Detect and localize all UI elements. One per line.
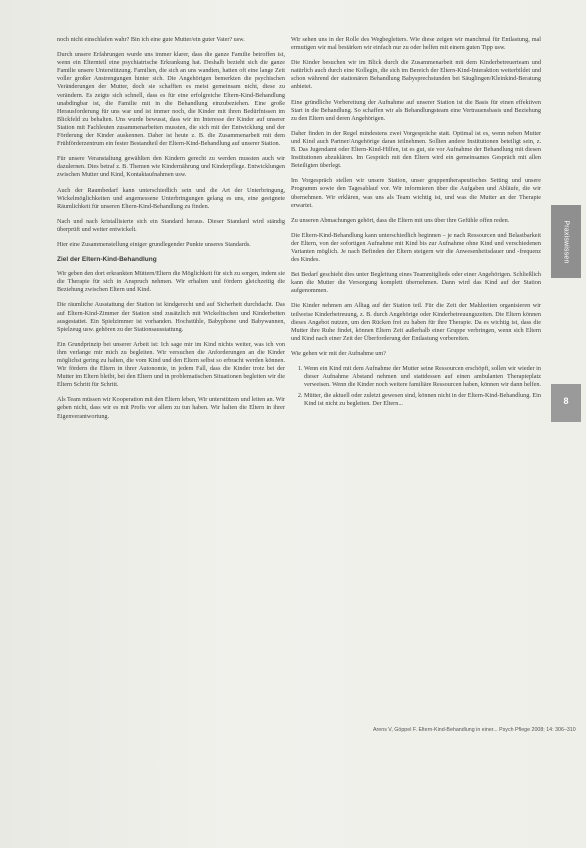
left-column	[57, 36, 285, 428]
paragraph: Für unsere Veranstaltung gewählten den Kindern gerecht zu werden mussten auch wir dazulernen. Dies betraf z. B. Themen wie Kindernährung und Kinderpflege. Entwicklungen zwischen Mutter und Kind, Kontaktaufnahmen usw.	[57, 155, 285, 179]
numbered-list	[291, 365, 541, 408]
paragraph: Durch unsere Erfahrungen wurde uns immer klarer, dass die ganze Familie betroffen ist, wenn ein Elternteil eine psychiatrische Erkrankung hat. Deshalb bezieht sich die ganze Familie unsere Unterstützung. Familien, die sich an uns wandten, hatten oft eine lange Zeit voller großer Anstrengungen hinter sich. Die Angehörigen bemerkten die psychischen Veränderungen der Mutter, doch sie schafften es meist gemeinsam nicht, diese zu verändern. Es zeigte sich schnell, dass es für eine erfolgreiche Eltern-Kind-Behandlung unabdingbar ist, die Familie mit in die Behandlung einzubeziehen. Eine große Herausforderung für uns war und ist immer noch, die Kinder mit ihren Bedürfnissen im Blickfeld zu behalten. Uns wurde bewusst, dass wir im Interesse der Kinder auf unserer Station mit Fachleuten zusammenarbeiten mussten, die sich mit der Entwicklung und der Förderung der Kinder auskennen. Daher ist heute z. B. die Zusammenarbeit mit dem Frühförderzentrum ein fester Bestandteil der Eltern-Kind-Behandlung auf unserer Station.	[57, 51, 285, 148]
paragraph: Wir sehen uns in der Rolle des Wegbegleiters. Wie diese zeigen wir manchmal für Entlastung, mal ermutigen wir mal bestärken wir einfach nur zu oder helfen mit einem guten Tipp usw.	[291, 36, 541, 52]
paragraph: Zu unseren Abmachungen gehört, dass die Eltern mit uns über ihre Gefühle offen reden.	[291, 216, 510, 224]
paragraph: Daher finden in der Regel mindestens zwei Vorgespräche statt. Optimal ist es, wenn neben Mutter und Kind auch Partner/Angehörige daran teilnehmen. Sollten andere Institutionen beteiligt sein, z. B. Das Jugendamt oder Eltern-Kind-Hilfen, ist es gut, sie vor Aufnahme der Behandlung mit diesen Institutionen abzuklären. Im Gespräch mit den Eltern wird ein gemeinsames Gespräch mit allen Beteiligten überlegt.	[291, 129, 541, 170]
paragraph: Auch der Raumbedarf kann unterschiedlich sein und die Art der Unterbringung, Wickelmöglichkeiten und angemessene Unterbringungen gelang es uns, eine geeignete Räumlichkeit für unseren Eltern-Kind-Behandlung zu finden.	[57, 186, 285, 210]
paragraph: Hier eine Zusammenstellung einiger grundlegender Punkte unseres Standards.	[57, 240, 251, 248]
section-tab	[551, 205, 581, 278]
side-marker-label: 8	[563, 396, 569, 406]
paragraph: Im Vorgespräch stellen wir unsere Station, unser gruppentherapeutisches Setting und unsere Programm sowie den Tagesablauf vor. Wir informieren über die Aufgaben und Abläufe, die wir übernehmen. Wir erklären, was uns als Team wichtig ist, und was die Mutter an der Therapie erwartet.	[291, 177, 541, 209]
paragraph: Die räumliche Ausstattung der Station ist kindgerecht und auf Sicherheit durchdacht. Das auf Eltern-Kind-Zimmer der Station sind zusätzlich mit Wickeltischen und Kinderbetten ausgestattet. Ein Spielzimmer ist vorhanden. Hochstühle, Babyphone und Babywannen, Spielzeug usw. gehören zu der Stationsausstattung.	[57, 301, 285, 333]
paragraph: Als Team müssen wir Kooperation mit den Eltern leben, Wir unterstützen und leiten an. Wir geben nicht, dass wir es mit Profis vor allem zu tun haben. Wir halten die Eltern in ihrer Eigenverantwortung.	[57, 396, 285, 420]
paragraph: Die Kinder besuchen wir im Blick durch die Zusammenarbeit mit dem Kinderbetreuerteam und natürlich auch durch eine Kollegin, die sich im Bereich der Eltern-Kind-Interaktion weiterbildet und schon während der stationären Behandlung Babysprechstunden bei Säuglingen/Kleinkind-Beratung anbietet.	[291, 59, 541, 91]
paragraph: Bei Bedarf geschieht dies unter Begleitung eines Teammitglieds oder einer Angehörigen. Schließlich kann die Mutter die Versorgung komplett übernehmen. Dann wird das Kind auf der Station aufgenommen.	[291, 271, 541, 295]
question-line: Wie gehen wir mit der Aufnahme um?	[291, 349, 386, 357]
paragraph: Nach und nach kristallisierte sich ein Standard heraus. Dieser Standard wird ständig überprüft und weiter entwickelt.	[57, 217, 285, 233]
paragraph: Ein Grundprinzip bei unserer Arbeit ist: Ich sage mir im Kind nichts weiter, was ich von ihm verlange mir mich zu begleiten. Wir versuchen die Anforderungen an die Kinder möglichst gering zu halten, die vom Kind und den Eltern selbst so erbracht werden können. Wir fördern die Eltern in ihrer Autonomie, in jedem Fall, dass die Kinder trotz bei der Mutter im Eltern bleibt, bei den Eltern und in problematischen Situationen begleiten wir die Eltern Schritt für Schritt.	[57, 340, 285, 389]
side-marker	[551, 384, 581, 422]
paragraph: noch nicht einschlafen wahr? Bin ich eine gute Mutter/ein guter Vater? usw.	[57, 36, 245, 43]
paragraph: Eine gründliche Vorbereitung der Aufnahme auf unserer Station ist die Basis für einen effektiven Start in die Behandlung. So schaffen wir als Behandlungsteam eine Vertrauensbasis und Beziehung zu den Eltern und deren Angehörigen.	[291, 98, 541, 122]
list-item: 2. Mütter, die aktuell oder zuletzt gewesen sind, können nicht in der Eltern-Kind-Behandlung. Ein Kind ist nicht zu begleiten. Der Eltern...	[304, 392, 541, 408]
list-item: 1. Wenn ein Kind mit dem Aufnahme der Mutter seine Ressourcen erschöpft, sollen wir wieder in dieser Aufnahme Abstand nehmen und stattdessen auf einen ambulanten Therapieplatz verweisen. Wenn die Kinder noch weitere familiäre Ressourcen haben, können wir dann helfen.	[304, 365, 541, 389]
paragraph: Die Kinder nehmen am Alltag auf der Station teil. Für die Zeit der Mahlzeiten organisieren wir teilweise Kinderbetreuung, z. B. durch Angehörige oder Kinderbetreuungszeiten. Die Eltern können dieses Angebot nutzen, um den Rücken frei zu haben für ihre Therapie. Da es wichtig ist, dass die Mutter ihre Ruhe findet, können Eltern Zeit außerhalb einer Gruppe verbringen, wenn sich Eltern und Kind nach einer Zeit der Überforderung der Entlastung vorbereiten.	[291, 302, 541, 342]
right-column	[291, 36, 541, 411]
paragraph: Die Eltern-Kind-Behandlung kann unterschiedlich beginnen – je nach Ressourcen und Belastbarkeit der Eltern, von der sofortigen Aufnahme mit Kind bis zur Aufnahme ohne Kind und verschiedenen Varianten möglich. Je nach Befinden der Eltern steigern wir die Anwesenheitsdauer und -frequenz des Kindes.	[291, 231, 541, 264]
section-tab-label: Praxiswissen	[562, 219, 570, 264]
paragraph: Wir geben den dort erkrankten Müttern/Eltern die Möglichkeit für sich zu sorgen, indem sie die Therapie für sich in Anspruch nehmen. Wir erhalten und fördern gleichzeitig die Beziehung zwischen Eltern und Kind.	[57, 270, 285, 294]
section-heading: Ziel der Eltern-Kind-Behandlung	[57, 256, 157, 264]
footer-citation: Arens V, Göppel F. Eltern-Kind-Behandlung in einer... Psych Pflege 2008; 14: 306–310	[373, 727, 576, 733]
